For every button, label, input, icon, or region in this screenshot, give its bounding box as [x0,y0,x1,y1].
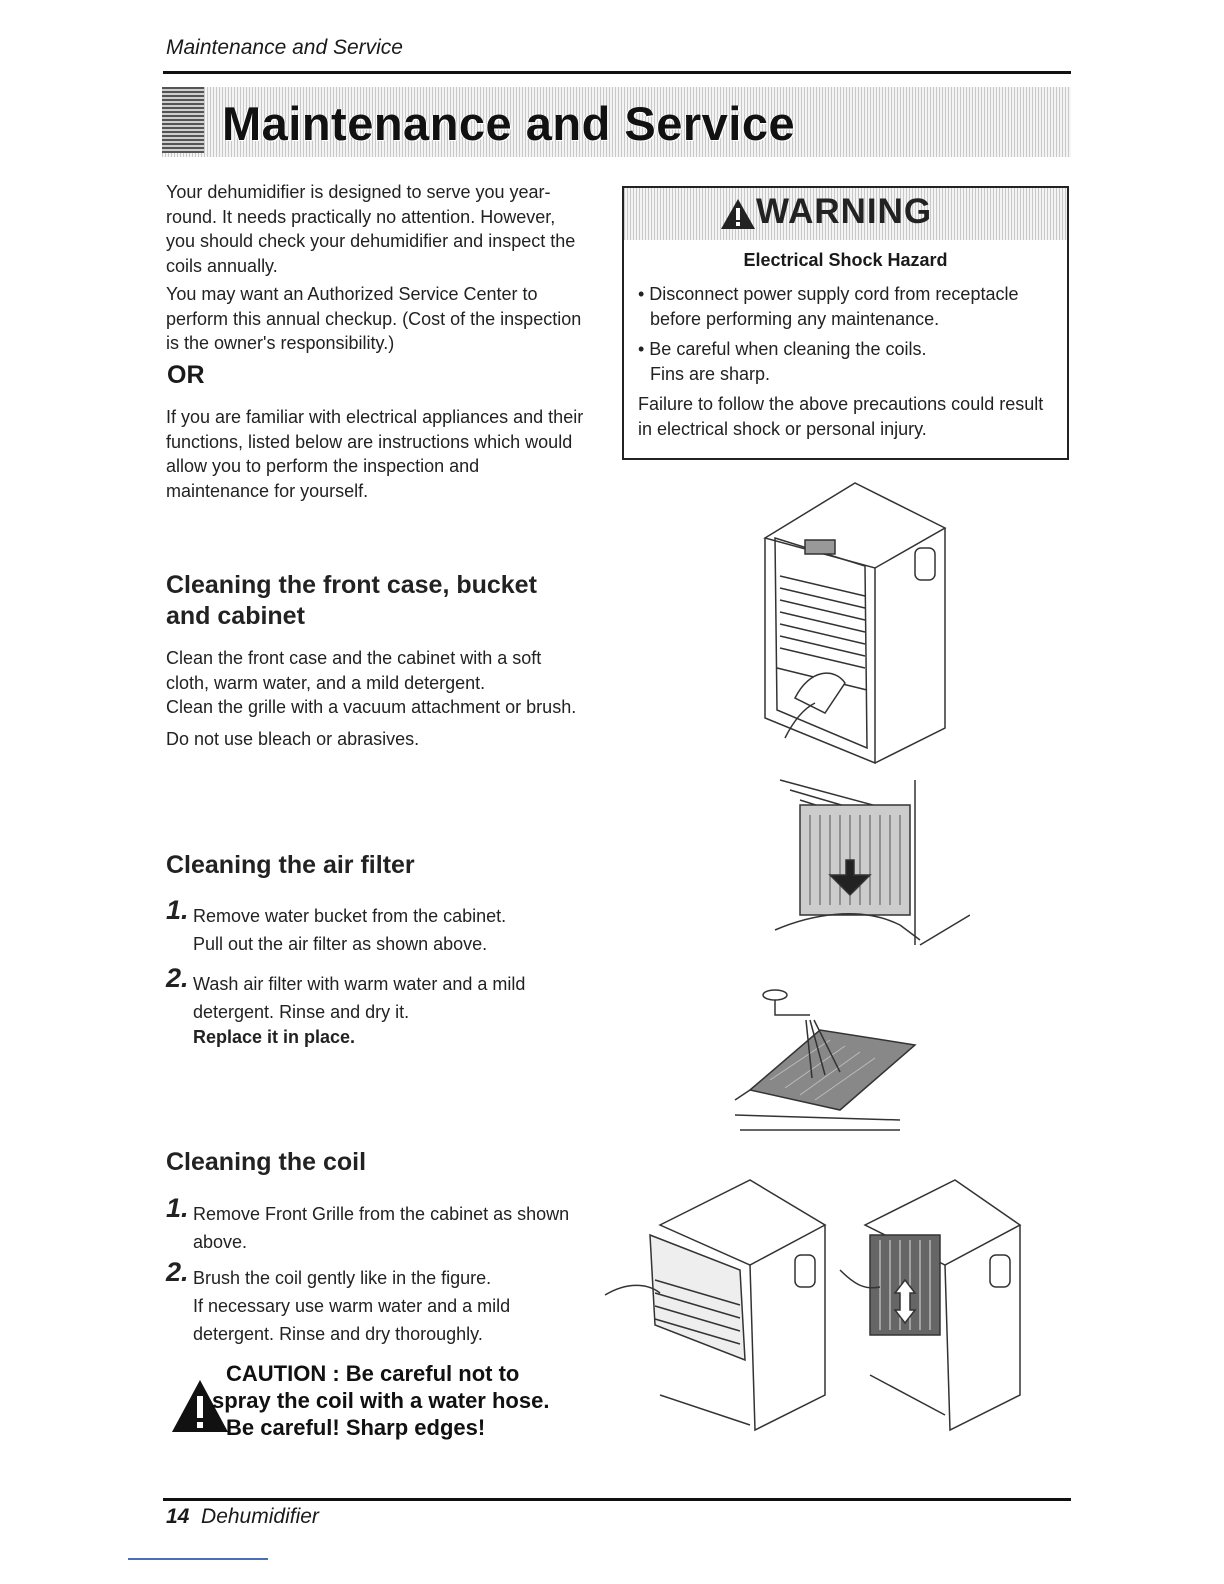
text-line: spray the coil with a water hose. [212,1388,550,1413]
text-line: cloth, warm water, and a mild detergent. [166,672,486,693]
text-line: detergent. Rinse and dry thoroughly. [193,1324,483,1344]
footer-rule [163,1498,1071,1501]
coil-step-2 [166,1257,566,1348]
text-line: above. [193,1232,248,1252]
warning-triangle-icon [720,198,756,230]
air-filter-heading: Cleaning the air filter [166,851,415,879]
warning-box [622,186,1069,460]
text-line: Remove Front Grille from the cabinet as shown [193,1204,570,1224]
text-line: Replace it in place. [193,1027,356,1047]
text-line: before performing any maintenance. [650,308,940,329]
text-line: in electrical shock or personal injury. [638,418,927,439]
running-header: Maintenance and Service [166,36,403,59]
text-line: detergent. Rinse and dry it. [193,1002,410,1022]
coil-heading: Cleaning the coil [166,1148,367,1176]
warning-title: WARNING [756,192,933,231]
text-line: perform this annual checkup. (Cost of the inspection [166,308,582,329]
text-line: Fins are sharp. [650,363,771,384]
page-footer [166,1505,319,1529]
text-line: maintenance for yourself. [166,480,369,501]
text-line: coils annually. [166,255,278,276]
warning-closing [638,392,1058,441]
text-line: Remove water bucket from the cabinet. [193,906,507,926]
intro-paragraph-2 [166,282,606,356]
text-line: you should check your dehumidifier and inspect the [166,231,576,251]
text-line: Wash air filter with warm water and a mild [193,974,526,994]
text-line: If necessary use warm water and a mild [193,1296,511,1316]
filter-removal-illustration [770,775,970,955]
text-line: CAUTION : Be careful not to [226,1361,520,1386]
text-line: functions, listed below are instructions which would [166,431,573,452]
bottom-link-line [128,1558,268,1560]
warning-bullet-2 [638,337,1058,386]
caution-text [212,1360,550,1441]
front-case-heading [166,570,537,632]
page-number: 14 [166,1505,190,1528]
front-case-paragraph-2: Do not use bleach or abrasives. [166,729,420,749]
text-line: Pull out the air filter as shown above. [193,934,488,954]
coil-cleaning-illustration [600,1175,1030,1455]
heading-line: Cleaning the front case, bucket [166,571,537,599]
intro-paragraph-3 [166,405,606,503]
page-title: Maintenance and Service [222,97,796,150]
product-name: Dehumidifier [201,1505,319,1528]
dehumidifier-wipe-illustration [755,478,965,768]
text-line: round. It needs practically no attention. However, [166,206,556,227]
step-number: 1. [166,1193,189,1223]
step-number: 2. [166,963,189,993]
warning-subtitle: Electrical Shock Hazard [743,250,948,270]
grid-square-icon [162,87,204,153]
text-line: • Be careful when cleaning the coils. [638,339,927,359]
text-line: Failure to follow the above precautions could result [638,394,1044,414]
coil-step-1 [166,1193,570,1260]
front-case-paragraph-1 [166,646,606,720]
text-line: If you are familiar with electrical appliances and their [166,407,584,427]
text-line: is the owner's responsibility.) [166,333,395,353]
step-number: 2. [166,1257,189,1287]
heading-line: and cabinet [166,602,305,630]
air-filter-step-1 [166,895,566,962]
text-line: • Disconnect power supply cord from receptacle [638,284,1019,304]
text-line: Clean the grille with a vacuum attachment or brush. [166,697,577,717]
warning-bullet-1 [638,282,1058,331]
filter-washing-illustration [730,980,920,1150]
header-rule [163,71,1071,74]
text-line: Your dehumidifier is designed to serve you year- [166,182,551,202]
air-filter-step-2 [166,963,566,1054]
step-number: 1. [166,895,189,925]
text-line: Clean the front case and the cabinet with a soft [166,648,542,668]
text-line: You may want an Authorized Service Center to [166,284,538,304]
text-line: allow you to perform the inspection and [166,456,480,476]
or-separator: OR [167,361,205,389]
intro-paragraph-1 [166,180,606,278]
text-line: Brush the coil gently like in the figure. [193,1268,492,1288]
text-line: Be careful! Sharp edges! [226,1415,486,1440]
